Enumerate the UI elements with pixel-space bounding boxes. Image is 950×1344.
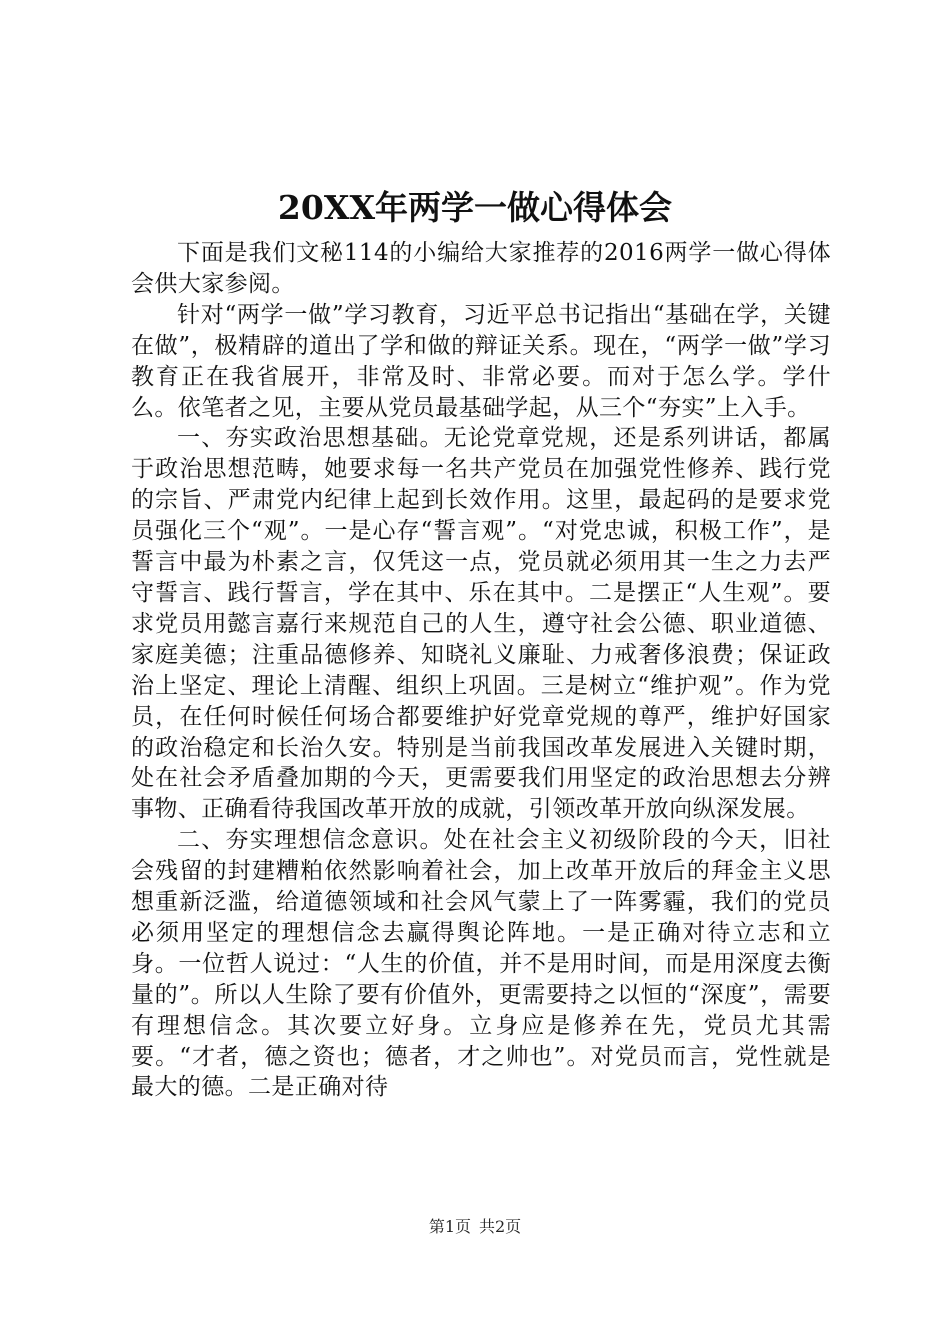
- page-footer: [0, 1216, 950, 1238]
- paragraph-section-one: 一、夯实政治思想基础。无论党章党规，还是系列讲话，都属于政治思想范畴，她要求每一名共产党员在加强党性修养、践行党的宗旨、严肃党内纪律上起到长效作用。这里，最起码的是要求党员强化三个“观”。一是心存“誓言观”。“对党忠诚，积极工作”，是誓言中最为朴素之言，仅凭这一点，党员就必须用其一生之力去严守誓言、践行誓言，学在其中、乐在其中。二是摆正“人生观”。要求党员用懿言嘉行来规范自己的人生，遵守社会公德、职业道德、家庭美德；注重品德修养、知晓礼义廉耻、力戒奢侈浪费；保证政治上坚定、理论上清醒、组织上巩固。三是树立“维护观”。作为党员，在任何时候任何场合都要维护好党章党规的尊严，维护好国家的政治稳定和长治久安。特别是当前我国改革发展进入关键时期，处在社会矛盾叠加期的今天，更需要我们用坚定的政治思想去分辨事物、正确看待我国改革开放的成就，引领改革开放向纵深发展。: [131, 425, 831, 823]
- paragraph-intro: 下面是我们文秘114的小编给大家推荐的2016两学一做心得体会供大家参阅。: [131, 240, 831, 297]
- paragraph-section-two: 二、夯实理想信念意识。处在社会主义初级阶段的今天，旧社会残留的封建糟粕依然影响着社会，加上改革开放后的拜金主义思想重新泛滥，给道德领域和社会风气蒙上了一阵雾霾，我们的党员必须用坚定的理想信念去赢得舆论阵地。一是正确对待立志和立身。一位哲人说过：“人生的价值，并不是用时间，而是用深度去衡量的”。所以人生除了要有价值外，更需要持之以恒的“深度”，需要有理想信念。其次要立好身。立身应是修养在先，党员尤其需要。“才者，德之资也；德者，才之帅也”。对党员而言，党性就是最大的德。二是正确对待: [131, 827, 831, 1101]
- document-title: 20XX年两学一做心得体会: [277, 188, 673, 227]
- page-total: 共2页: [479, 1217, 522, 1236]
- document-body: [131, 238, 831, 1103]
- page-number: 第1页: [428, 1217, 471, 1236]
- paragraph-overview: 针对“两学一做”学习教育，习近平总书记指出“基础在学，关键在做”，极精辟的道出了学和做的辩证关系。现在，“两学一做”学习教育正在我省展开，非常及时、非常必要。而对于怎么学。学什么。依笔者之见，主要从党员最基础学起，从三个“夯实”上入手。: [131, 301, 831, 421]
